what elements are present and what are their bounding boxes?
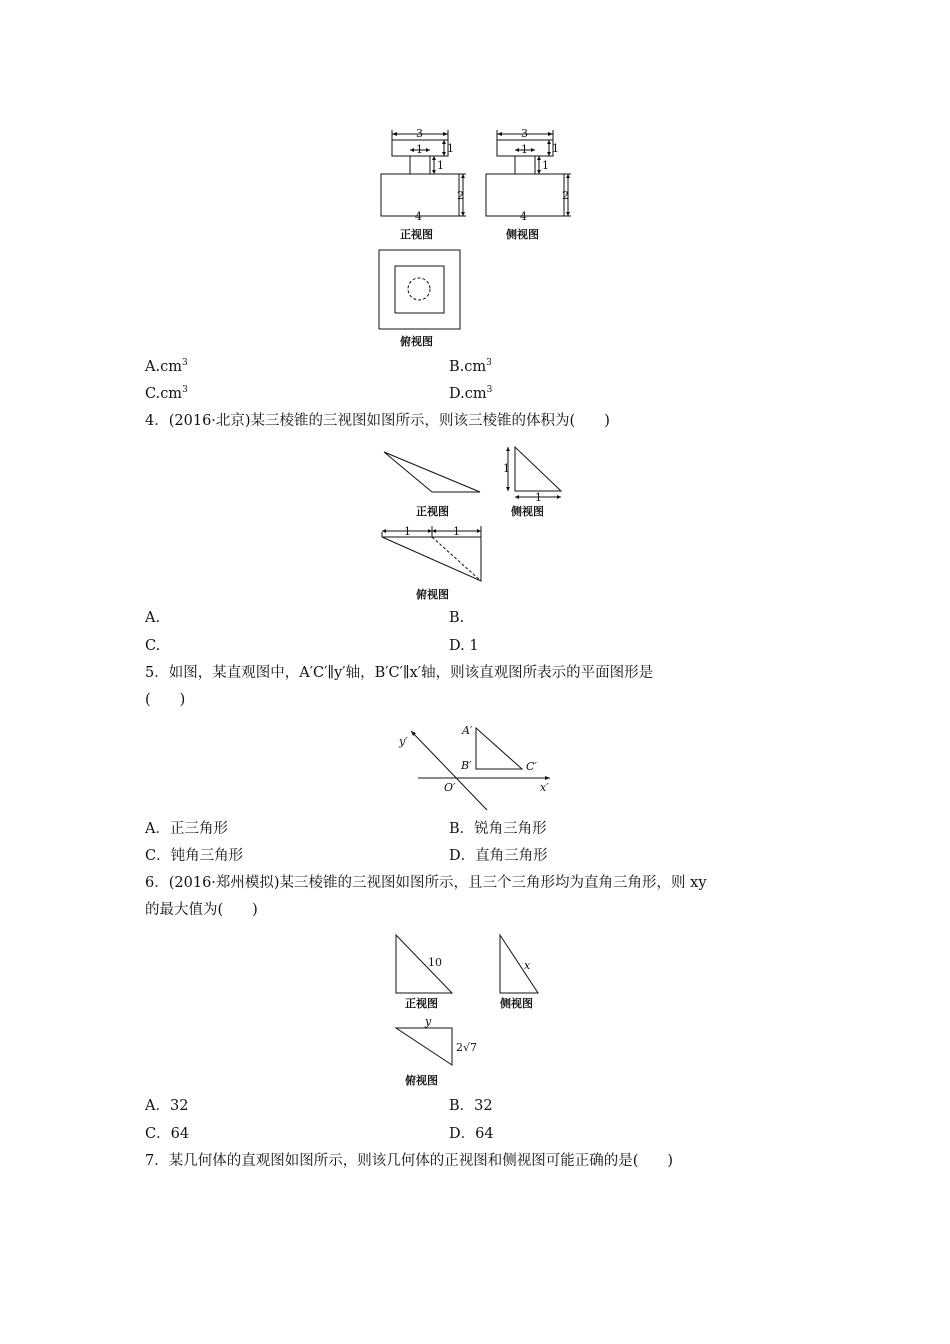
q6-number: 6． (145, 875, 169, 891)
q3-option-d[interactable]: $D.cm^3$ (449, 385, 493, 402)
q6-side-caption: 侧视图 (500, 997, 533, 1010)
q5-label-o: O′ (444, 781, 456, 794)
q3-dim-4-side: 4 (520, 210, 527, 223)
q3-dim-1-cap-front: 1 (447, 142, 454, 155)
q4-top-width-1: 1 (404, 525, 411, 538)
q6-top-label-y: y (425, 1015, 432, 1028)
q6-front-caption: 正视图 (405, 997, 438, 1010)
q3-dim-1-neckh-side: 1 (542, 159, 549, 172)
q6-front-hyp-label: 10 (428, 956, 442, 969)
q4-stem-text: (2016·北京)某三棱锥的三视图如图所示，则该三棱锥的体积为( ) (168, 413, 610, 429)
q3-front-caption: 正视图 (400, 228, 433, 241)
q6-front-view (396, 935, 452, 993)
q3-dim-2-front: 2 (457, 189, 464, 202)
q3-option-a[interactable]: $A.cm^3$ (145, 358, 188, 375)
q3-option-b[interactable]: $B.cm^3$ (449, 358, 492, 375)
q3-dim-4-front: 4 (415, 210, 422, 223)
q5-intuitive-diagram (390, 715, 560, 820)
q3-option-c[interactable]: $C.cm^3$ (145, 385, 188, 402)
q6-stem-line1: 6．(2016·郑州模拟)某三棱锥的三视图如图所示，且三个三角形均为直角三角形，则 xy (145, 875, 707, 891)
q6-top-caption: 俯视图 (405, 1074, 438, 1087)
q3-dim-1-cap-side: 1 (552, 142, 559, 155)
q5-option-a[interactable]: A．正三角形 (145, 821, 228, 837)
q4-side-caption: 侧视图 (511, 505, 544, 518)
q5-option-b[interactable]: B．锐角三角形 (449, 821, 547, 837)
q6-side-view (500, 935, 538, 993)
q5-number: 5． (145, 665, 169, 681)
q4-top-width-2: 1 (453, 525, 460, 538)
q3-dim-3-front: 3 (416, 127, 423, 140)
q3-dim-1-neckh-front: 1 (437, 159, 444, 172)
q4-side-view (508, 447, 561, 497)
q6-side-hyp-label: x (524, 959, 531, 972)
q3-top-caption: 俯视图 (400, 335, 433, 348)
q3-side-caption: 侧视图 (506, 228, 539, 241)
q7-number: 7． (145, 1153, 169, 1169)
q5-triangle (476, 728, 522, 769)
q5-label-b: B′ (461, 759, 472, 772)
q4-option-a[interactable]: A. (145, 610, 161, 626)
q4-stem (145, 412, 610, 430)
q3-three-views-figure (360, 120, 590, 352)
q6-top-label-r: 2√7 (456, 1041, 478, 1054)
q5-label-x: x′ (540, 781, 549, 794)
q6-option-b[interactable]: B．32 (449, 1098, 493, 1114)
q3-dim-3-side: 3 (521, 127, 528, 140)
q3-dim-2-side: 2 (562, 189, 569, 202)
q3-top-view (379, 250, 460, 329)
q5-stem-line1: 5．如图，某直观图中，A′C′∥y′轴，B′C′∥x′轴，则该直观图所表示的平面图形是 (145, 665, 654, 681)
q5-option-d[interactable]: D．直角三角形 (449, 848, 548, 864)
q3-dim-1-neck-side: 1 (521, 143, 528, 156)
q6-option-c[interactable]: C．64 (145, 1126, 190, 1142)
q6-stem-line2: 的最大值为( ) (145, 902, 258, 918)
q5-stem-line2: ( ) (145, 692, 186, 708)
q6-three-views-figure (380, 925, 580, 1090)
q5-option-c[interactable]: C．钝角三角形 (145, 848, 244, 864)
q5-label-a: A′ (462, 724, 473, 737)
q4-top-caption: 俯视图 (416, 588, 449, 601)
q5-label-c: C′ (526, 760, 537, 773)
q6-option-a[interactable]: A．32 (145, 1098, 189, 1114)
q7-stem: 7．某几何体的直观图如图所示，则该几何体的正视图和侧视图可能正确的是( ) (145, 1153, 674, 1169)
q4-option-b[interactable]: B. (449, 610, 465, 626)
q6-option-d[interactable]: D．64 (449, 1126, 494, 1142)
q4-option-c[interactable]: C. (145, 638, 161, 654)
q4-three-views-figure (370, 440, 580, 605)
q6-top-view (396, 1028, 452, 1065)
q4-top-view (382, 526, 481, 581)
q4-front-view (384, 452, 480, 492)
q4-side-width: 1 (535, 491, 542, 504)
q4-side-height: 1 (503, 462, 510, 475)
q4-front-caption: 正视图 (416, 505, 449, 518)
q5-label-y: y′ (399, 735, 408, 748)
q4-option-d[interactable]: D. 1 (449, 638, 479, 654)
q4-number: 4． (145, 413, 169, 429)
q3-dim-1-neck-front: 1 (416, 143, 423, 156)
